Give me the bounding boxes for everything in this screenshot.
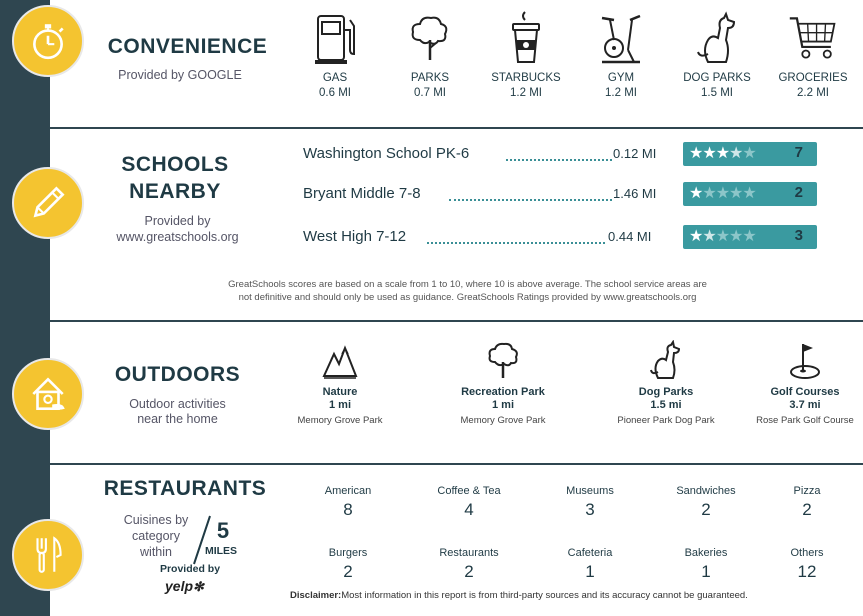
- cuisine-cell: [752, 485, 862, 520]
- cuisine-count: 4: [464, 500, 474, 519]
- convenience-label: GAS: [322, 72, 348, 84]
- restaurants-title: RESTAURANTS: [103, 477, 267, 500]
- rating-number: 7: [794, 144, 803, 161]
- star-rating: ★★★★★: [689, 145, 756, 162]
- convenience-label: GYM: [607, 72, 635, 84]
- cuisine-category: Pizza: [793, 485, 821, 497]
- cuisine-category: Others: [790, 547, 824, 559]
- yelp-burst-icon: ✻: [193, 579, 204, 594]
- outdoor-label: Dog Parks: [638, 386, 694, 398]
- cuisine-category: Museums: [566, 485, 614, 497]
- convenience-item: [672, 10, 762, 99]
- outdoor-place: Rose Park Golf Course: [756, 415, 854, 426]
- schools-provider-line1: Provided by: [144, 214, 211, 228]
- school-distance: 0.44 MI: [608, 229, 652, 244]
- cuisine-cell: [535, 485, 645, 520]
- outdoor-item: [740, 340, 863, 426]
- outdoor-label: Golf Courses: [770, 386, 840, 398]
- convenience-distance: 1.2 MI: [510, 87, 542, 99]
- cuisine-count: 2: [802, 500, 812, 519]
- cuisine-cell: [535, 547, 645, 582]
- school-name: Washington School PK-6: [303, 145, 470, 162]
- stopwatch-icon: [12, 5, 84, 77]
- shopping-cart-icon: [788, 10, 838, 66]
- tree-icon: [405, 10, 455, 66]
- disclaimer: [290, 590, 748, 601]
- convenience-label: STARBUCKS: [491, 72, 561, 84]
- cuisine-count: 12: [797, 562, 817, 581]
- school-row: [303, 145, 823, 169]
- dog-icon: [692, 10, 742, 66]
- convenience-item: [576, 10, 666, 99]
- cuisine-cell: [752, 547, 862, 582]
- convenience-distance: 2.2 MI: [797, 87, 829, 99]
- school-distance: 1.46 MI: [613, 186, 657, 201]
- yelp-logo-text: yelp: [165, 578, 194, 594]
- leader-dots: [427, 242, 605, 244]
- disclaimer-label: Disclaimer:: [290, 590, 342, 601]
- outdoor-label: Nature: [322, 386, 358, 398]
- outdoors-title: OUTDOORS: [114, 363, 241, 386]
- convenience-provider: Provided by GOOGLE: [118, 68, 242, 82]
- outdoor-label: Recreation Park: [461, 386, 545, 398]
- slash-divider: [190, 514, 214, 566]
- rating-box: [683, 182, 817, 206]
- outdoor-item: [438, 340, 568, 426]
- cuisine-count: 1: [585, 562, 595, 581]
- pencil-icon: [12, 167, 84, 239]
- convenience-label: DOG PARKS: [683, 72, 751, 84]
- outdoor-item: [601, 340, 731, 426]
- restaurants-subtitle-line1: Cuisines by: [123, 513, 189, 527]
- school-row: [303, 185, 823, 209]
- section-divider: [50, 127, 863, 129]
- section-divider: [50, 463, 863, 465]
- cuisine-cell: [651, 485, 761, 520]
- exercise-bike-icon: [596, 10, 646, 66]
- convenience-item: [290, 10, 380, 99]
- star-rating: ★★★★★: [689, 228, 756, 245]
- schools-title-line2: NEARBY: [129, 180, 221, 203]
- birdhouse-icon: [12, 358, 84, 430]
- fork-knife-icon: [12, 519, 84, 591]
- school-name: Bryant Middle 7-8: [303, 185, 421, 202]
- convenience-distance: 1.2 MI: [605, 87, 637, 99]
- rating-box: [683, 142, 817, 166]
- cuisine-cell: [293, 485, 403, 520]
- convenience-label: PARKS: [410, 72, 450, 84]
- mountains-icon: [322, 340, 358, 382]
- cuisine-count: 2: [343, 562, 353, 581]
- cuisine-count: 2: [464, 562, 474, 581]
- cuisine-category: Coffee & Tea: [437, 485, 501, 497]
- schools-provider-line2: www.greatschools.org: [116, 230, 239, 244]
- coffee-cup-icon: [501, 10, 551, 66]
- leader-dots: [506, 159, 612, 161]
- convenience-distance: 1.5 MI: [701, 87, 733, 99]
- schools-title-line1: SCHOOLS: [121, 153, 229, 176]
- cuisine-category: Bakeries: [684, 547, 728, 559]
- star-rating: ★★★★★: [689, 185, 756, 202]
- schools-note: [195, 278, 740, 304]
- outdoor-distance: 1.5 mi: [650, 399, 682, 411]
- school-name: West High 7-12: [303, 228, 407, 245]
- outdoor-distance: 3.7 mi: [789, 399, 821, 411]
- restaurants-subtitle-line2: category: [132, 529, 180, 543]
- yelp-logo: [165, 578, 204, 595]
- cuisine-count: 1: [701, 562, 711, 581]
- provided-by-label: Provided by: [159, 563, 221, 575]
- outdoor-place: Memory Grove Park: [460, 415, 546, 426]
- leader-dots: [449, 199, 612, 201]
- cuisine-cell: [293, 547, 403, 582]
- rating-number: 2: [794, 184, 803, 201]
- convenience-item: [385, 10, 475, 99]
- rating-number: 3: [794, 227, 803, 244]
- convenience-item: [768, 10, 858, 99]
- outdoor-distance: 1 mi: [491, 399, 514, 411]
- outdoors-subtitle-line1: Outdoor activities: [129, 397, 226, 411]
- cuisine-category: Burgers: [328, 547, 368, 559]
- golf-flag-icon: [787, 340, 823, 382]
- cuisine-category: Restaurants: [439, 547, 499, 559]
- outdoors-subtitle-line2: near the home: [137, 412, 218, 426]
- cuisine-category: Sandwiches: [676, 485, 736, 497]
- cuisine-cell: [651, 547, 761, 582]
- outdoor-place: Memory Grove Park: [297, 415, 383, 426]
- school-row: [303, 228, 823, 252]
- dog-icon: [648, 340, 684, 382]
- convenience-item: [481, 10, 571, 99]
- schools-note-line2: not definitive and should only be used as guidance. GreatSchools Ratings provided by www.greatschools.org: [238, 292, 697, 303]
- radius-value: 5: [216, 518, 230, 543]
- radius-unit: MILES: [204, 545, 238, 557]
- cuisine-count: 2: [701, 500, 711, 519]
- school-distance: 0.12 MI: [613, 146, 657, 161]
- schools-note-line1: GreatSchools scores are based on a scale from 1 to 10, where 10 is above average. The school service areas are: [228, 279, 707, 290]
- cuisine-category: Cafeteria: [567, 547, 613, 559]
- outdoor-distance: 1 mi: [328, 399, 351, 411]
- cuisine-count: 3: [585, 500, 595, 519]
- tree-icon: [485, 340, 521, 382]
- disclaimer-text: Most information in this report is from third-party sources and its accuracy cannot be guaranteed.: [341, 590, 748, 601]
- convenience-distance: 0.6 MI: [319, 87, 351, 99]
- cuisine-cell: [414, 485, 524, 520]
- cuisine-category: American: [324, 485, 372, 497]
- outdoor-place: Pioneer Park Dog Park: [617, 415, 715, 426]
- outdoor-item: [275, 340, 405, 426]
- rating-box: [683, 225, 817, 249]
- cuisine-count: 8: [343, 500, 353, 519]
- convenience-title: CONVENIENCE: [107, 35, 268, 58]
- section-divider: [50, 320, 863, 322]
- restaurants-subtitle-line3: within: [140, 545, 172, 559]
- gas-pump-icon: [310, 10, 360, 66]
- convenience-label: GROCERIES: [778, 72, 848, 84]
- cuisine-cell: [414, 547, 524, 582]
- convenience-distance: 0.7 MI: [414, 87, 446, 99]
